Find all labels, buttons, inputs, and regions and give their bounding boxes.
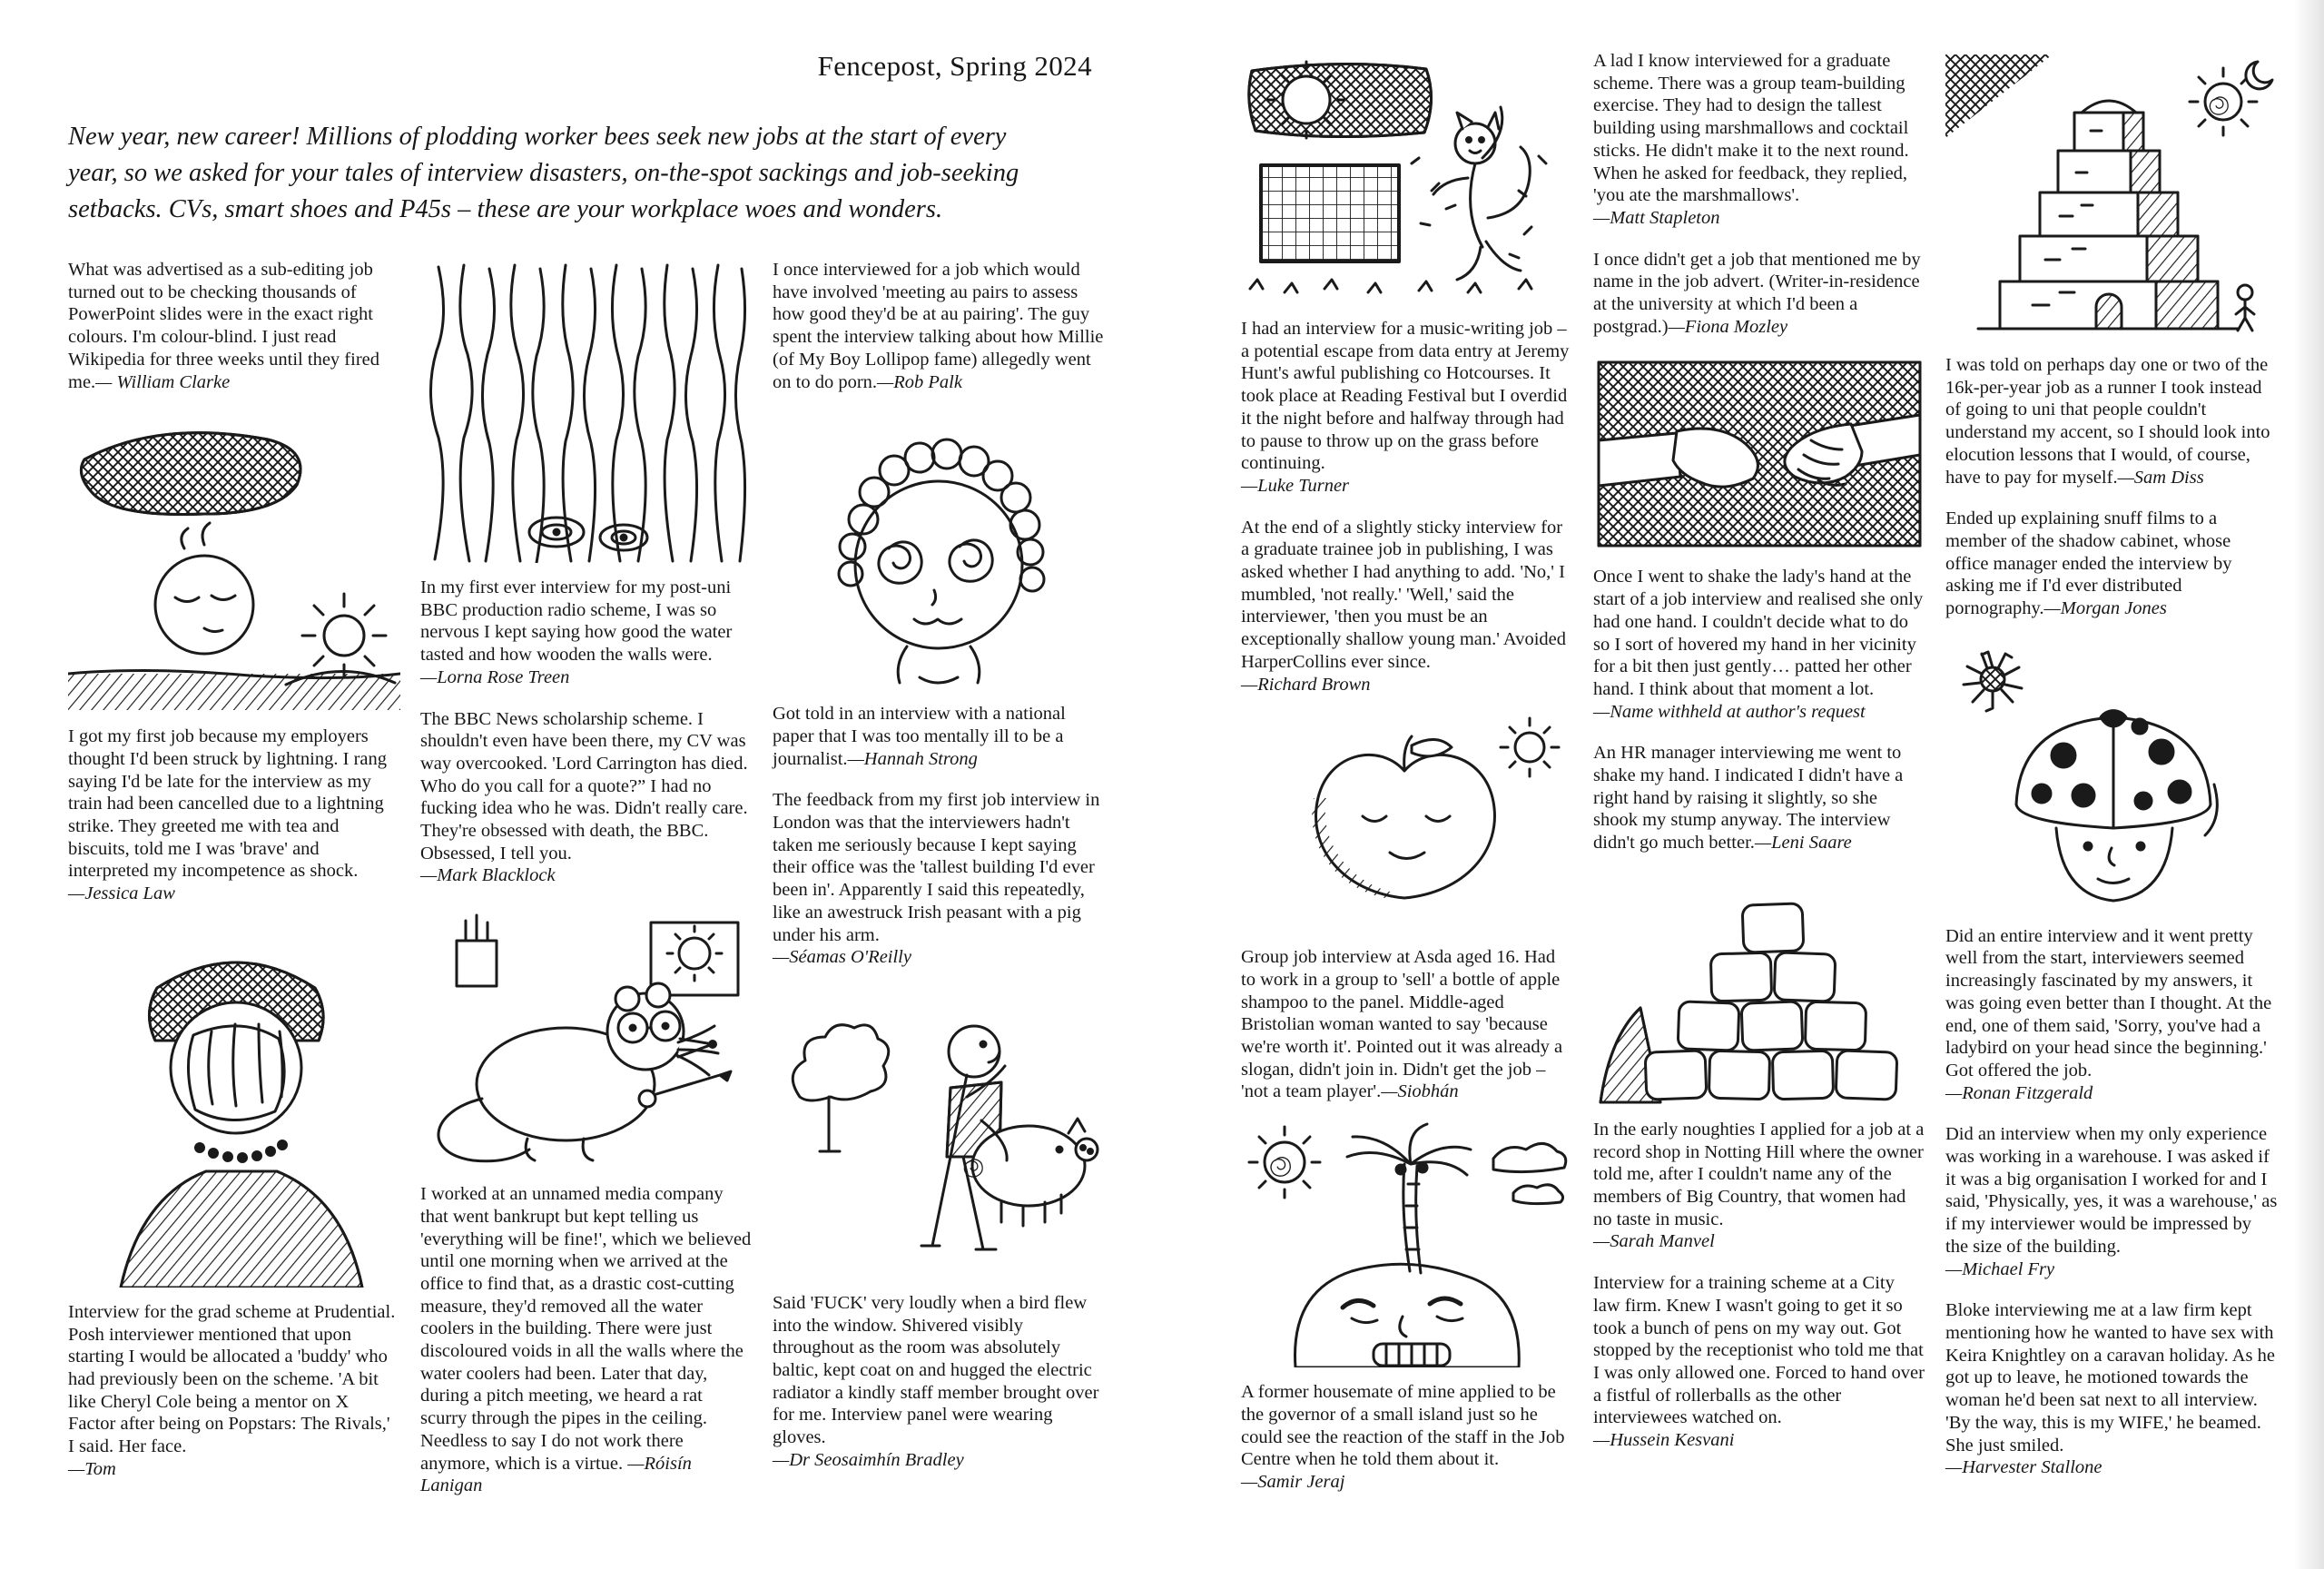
story-text: I once didn't get a job that mentioned me by name in the job advert. (Writer-in-residence at the university at which I'd been a postgrad.) <box>1593 249 1921 337</box>
story-attribution: —Dr Seosaimhín Bradley <box>773 1449 964 1470</box>
story-attribution: —Róisín Lanigan <box>420 1453 692 1496</box>
story-rob-palk <box>773 259 1105 393</box>
story-attribution: —Lorna Rose Treen <box>420 666 570 687</box>
column-4 <box>1241 50 1573 1513</box>
story-siobhan <box>1241 946 1573 1103</box>
story-attribution: —Jessica Law <box>68 883 175 904</box>
story-text: The feedback from my first job interview in London was that the interviewers hadn't taken me seriously because I kept saying their office was the 'tallest building I'd ever been in'. Apparently I said this repeatedly, like an awestruck Irish peasant with a pig under his arm. <box>773 790 1100 945</box>
story-attribution: —Mark Blacklock <box>420 865 556 886</box>
intro-paragraph: New year, new career! Millions of plodding worker bees seek new jobs at the start of every year, so we asked for your tales of interview disasters, on-the-spot sackings and job-seeking setbacks. CVs, smart shoes and P45s – these are your workplace woes and wonders. <box>68 123 1019 223</box>
story-text: Interview for a training scheme at a City law firm. Knew I wasn't going to get it so took a bunch of pens on my way out. Got stopped by the receptionist who told me that I was only allowed one. Forced to hand over a fistful of rollerballs as the other interviewees watched on. <box>1593 1273 1925 1428</box>
wood-grain-sketch <box>420 263 753 563</box>
handshake-illustration <box>1593 357 1925 552</box>
left-page-columns <box>68 259 1105 1516</box>
rat-with-glasses-illustration <box>420 906 753 1169</box>
story-text: What was advertised as a sub-editing job turned out to be checking thousands of PowerPoint slides were in the exact right colours. I'm colour-blind. I just read Wikipedia for three weeks until they fired me. <box>68 260 379 392</box>
page-title: Fencepost, Spring 2024 <box>817 50 1092 82</box>
story-attribution: —Richard Brown <box>1241 674 1371 695</box>
rat-with-glasses-sketch <box>420 906 753 1169</box>
story-text: The BBC News scholarship scheme. I shouldn't even have been there, my CV was way overcooked. 'Lord Carrington has died. Who do you call for a quote?” I had no fucking idea who he was. Didn't really care. They're obsessed with death, the BBC. Obsessed, I tell you. <box>420 708 748 863</box>
wood-grain-illustration <box>420 263 753 563</box>
ziggurat-tower-sketch <box>1945 54 2278 340</box>
story-text: Did an interview when my only experience was working in a warehouse. I was asked if it was a big organisation I worked for and I said, 'Physically, yes, it was a warehouse,' as if my interviewer would be impressed by the size of the building. <box>1945 1124 2278 1257</box>
facepalm-woman-illustration <box>68 924 400 1288</box>
story-tom <box>68 1301 400 1481</box>
column-2 <box>420 259 753 1516</box>
apple-face-sketch <box>1241 715 1573 933</box>
story-william-clarke <box>68 259 400 393</box>
story-attribution: —Siobhán <box>1381 1081 1459 1102</box>
story-attribution: —Harvester Stallone <box>1945 1457 2102 1478</box>
story-attribution: —Tom <box>68 1458 116 1479</box>
story-mark-blacklock <box>420 708 753 888</box>
story-attribution: —Ronan Fitzgerald <box>1945 1082 2093 1103</box>
column-1 <box>68 259 400 1516</box>
story-text: Group job interview at Asda aged 16. Had to work in a group to 'sell' a bottle of apple shampoo to the panel. Middle-aged Bristolian woman wanted to say 'because we're worth it'. Pointed out it was already a slogan, didn't join in. Didn't get the job – 'not a team player'. <box>1241 947 1563 1102</box>
right-page-columns <box>1241 50 2290 1513</box>
story-text: Did an entire interview and it went pretty well from the start, interviewers seemed increasingly fascinated by my answers, it was going even better than I thought. At the end, one of them said, 'Sorry, you've had a ladybird on your head since the beginning.' Got offered the job. <box>1945 925 2272 1081</box>
story-attribution: —Séamas O'Reilly <box>773 947 911 968</box>
story-text: In my first ever interview for my post-uni BBC production radio scheme, I was so nervous I kept saying how good the water tasted and how wooden the walls were. <box>420 577 733 666</box>
story-attribution: —Morgan Jones <box>2043 598 2167 619</box>
spiral-eyes-face-sketch <box>773 412 1105 689</box>
spiral-eyes-face-illustration <box>773 412 1105 689</box>
story-roisin-lanigan <box>420 1183 753 1497</box>
column-6 <box>1945 50 2278 1513</box>
story-attribution: — William Clarke <box>95 371 231 392</box>
story-harvester-stallone <box>1945 1299 2278 1479</box>
story-luke-turner <box>1241 318 1573 498</box>
palm-tree-head-illustration <box>1241 1122 1573 1367</box>
story-text: Bloke interviewing me at a law firm kept mentioning how he wanted to have sex with Keira Knightley on a caravan holiday. As he got up to leave, he motioned towards the woman he'd been sat next to all interview. 'By the way, this is my WIFE,' he beamed. She just smiled. <box>1945 1300 2275 1456</box>
story-text: I once interviewed for a job which would have involved 'meeting au pairs to assess how good they'd be at au pairing'. The guy spent the interview talking about how Millie (of My Boy Lollipop fame) allegedly went on to do porn. <box>773 260 1104 392</box>
story-fiona-mozley <box>1593 249 1925 339</box>
marshmallow-pyramid-illustration <box>1593 873 1925 1105</box>
story-text: I had an interview for a music-writing job – a potential escape from data entry at Jeremy Hunt's awful publishing co Hotcourses. It took place at Reading Festival but I overdid it the night before and halfway through had to pause to throw up on the grass before continuing. <box>1241 319 1570 474</box>
story-text: Once I went to shake the lady's hand at the start of a job interview and realised she only had one hand. I couldn't decide what to do so I sort of hovered my hand in her vicinity for a bit then just gently… patted her other hand. I think about that moment a lot. <box>1593 567 1924 699</box>
story-seamas-oreilly <box>773 789 1105 969</box>
story-hussein-kesvani <box>1593 1272 1925 1452</box>
story-text: I worked at an unnamed media company that went bankrupt but kept telling us 'everything will be fine!', which we believed until one morning when we arrived at the office to find that, as a drastic cost-cutting measure, they'd removed all the water coolers in the building. There were just discoloured voids in all the walls where the water coolers had been. Later that day, during a pitch meeting, we heard a rat scurry through the pipes in the ceiling. Needless to say I do not work there anymore, which is a virtue. <box>420 1184 752 1474</box>
story-attribution: —Name withheld at author's request <box>1593 701 1866 722</box>
story-samir-jeraj <box>1241 1381 1573 1494</box>
story-text: A former housemate of mine applied to be the governor of a small island just so he could see the reaction of the staff in the Job Centre when he told them about it. <box>1241 1382 1565 1470</box>
cat-goal-illustration <box>1241 54 1573 304</box>
apple-face-illustration <box>1241 715 1573 933</box>
story-attribution: —Luke Turner <box>1241 475 1350 496</box>
story-text: An HR manager interviewing me went to shake my hand. I indicated I didn't have a right hand by raising it slightly, so she shook my stump anyway. The interview didn't go much better. <box>1593 743 1904 854</box>
facepalm-woman-sketch <box>68 924 400 1288</box>
story-attribution: —Hannah Strong <box>847 748 978 769</box>
head-in-ground-illustration <box>68 412 400 712</box>
left-page <box>68 50 1105 1516</box>
story-attribution: —Rob Palk <box>877 371 962 392</box>
story-morgan-jones <box>1945 508 2278 620</box>
man-with-pig-sketch <box>773 988 1105 1278</box>
story-lorna-rose-treen <box>420 577 753 689</box>
ladybird-on-head-sketch <box>1945 639 2278 912</box>
story-attribution: —Hussein Kesvani <box>1593 1430 1735 1451</box>
story-leni-saare <box>1593 742 1925 854</box>
story-hannah-strong <box>773 703 1105 770</box>
story-text: A lad I know interviewed for a graduate scheme. There was a group team-building exercise. They had to design the tallest building using marshmallows and cocktail sticks. He didn't make it to the next round. When he asked for feedback, they replied, 'you ate the marshmallows'. <box>1593 51 1909 206</box>
column-5 <box>1593 50 1925 1513</box>
ziggurat-tower-illustration <box>1945 54 2278 340</box>
man-with-pig-illustration <box>773 988 1105 1278</box>
story-attribution: —Leni Saare <box>1754 833 1852 854</box>
story-seosaimhin-bradley <box>773 1292 1105 1472</box>
story-attribution: —Sarah Manvel <box>1593 1231 1715 1252</box>
story-text: I got my first job because my employers thought I'd been struck by lightning. I rang saying I'd be late for the interview as my train had been cancelled due to a lightning strike. They greeted me with tea and biscuits, told me I was 'brave' and interpreted my incompetence as shock. <box>68 726 387 882</box>
story-text: Ended up explaining snuff films to a member of the shadow cabinet, whose office manager ended the interview by asking me if I'd ever distributed pornography. <box>1945 508 2232 619</box>
story-matt-stapleton <box>1593 50 1925 230</box>
story-ronan-fitzgerald <box>1945 925 2278 1105</box>
handshake-sketch <box>1593 357 1925 552</box>
story-text: Said 'FUCK' very loudly when a bird flew into the window. Shivered visibly throughout as the room was absolutely baltic, kept coat on and hugged the electric radiator a kindly staff member brought over for me. Interview panel were wearing gloves. <box>773 1292 1099 1448</box>
ladybird-on-head-illustration <box>1945 639 2278 912</box>
story-sarah-manvel <box>1593 1119 1925 1253</box>
column-3 <box>773 259 1105 1516</box>
story-attribution: —Sam Diss <box>2117 467 2204 488</box>
story-text: Interview for the grad scheme at Prudential. Posh interviewer mentioned that upon starting I would be allocated a 'buddy' who had previously been on the scheme. 'A bit like Cheryl Cole being a mentor on X Factor after being on Popstars: The Rivals,' I said. Her face. <box>68 1301 396 1457</box>
story-name-withheld <box>1593 566 1925 723</box>
cat-goal-sketch <box>1241 54 1573 304</box>
story-attribution: —Michael Fry <box>1945 1258 2055 1279</box>
story-michael-fry <box>1945 1123 2278 1280</box>
story-text: Got told in an interview with a national paper that I was too mentally ill to be a journalist. <box>773 704 1066 769</box>
marshmallow-pyramid-sketch <box>1593 873 1925 1105</box>
story-attribution: —Matt Stapleton <box>1593 207 1720 228</box>
story-text: At the end of a slightly sticky interview for a graduate trainee job in publishing, I was asked whether I had anything to add. 'No,' I mumbled, 'not really.' 'Well,' said the interviewer, 'then you must be an exceptionally shallow young man.' Avoided HarperCollins ever since. <box>1241 517 1567 672</box>
story-richard-brown <box>1241 517 1573 696</box>
palm-tree-head-sketch <box>1241 1122 1573 1367</box>
story-jessica-law <box>68 725 400 905</box>
story-attribution: —Samir Jeraj <box>1241 1471 1345 1492</box>
right-page <box>1241 50 2290 1516</box>
story-sam-diss <box>1945 354 2278 488</box>
story-text: In the early noughties I applied for a job at a record shop in Notting Hill where the owner told me, after I couldn't name any of the members of Big Country, that women had no taste in music. <box>1593 1119 1925 1229</box>
story-text: I was told on perhaps day one or two of the 16k-per-year job as a runner I took instead of going to uni that people couldn't understand my accent, so I should look into elocution lessons that I would, of course, have to pay for myself. <box>1945 355 2270 488</box>
story-attribution: —Fiona Mozley <box>1668 316 1788 337</box>
head-in-ground-sketch <box>68 412 400 712</box>
